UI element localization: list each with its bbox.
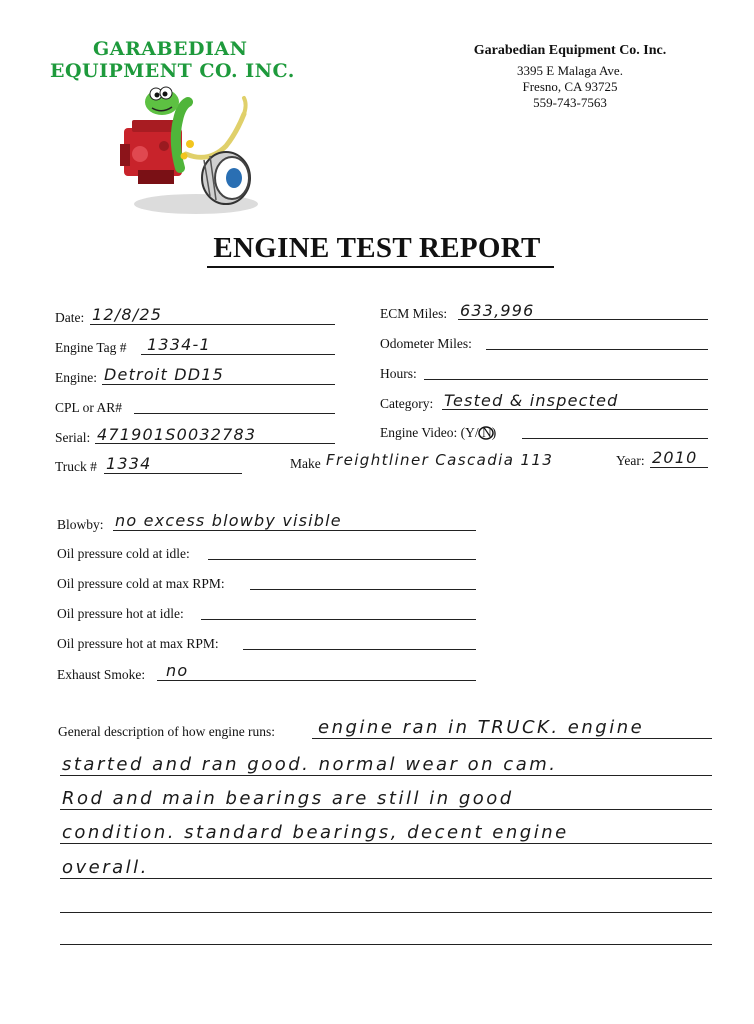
- blowby-line: [113, 530, 476, 531]
- cpl-line: [134, 413, 335, 414]
- exhaust-smoke-line: [157, 680, 476, 681]
- date-label: Date:: [55, 310, 85, 325]
- general-line-5: [60, 878, 712, 879]
- truck-label: Truck #: [55, 459, 97, 474]
- year-line: [650, 467, 708, 468]
- oil-hot-max-label: Oil pressure hot at max RPM:: [57, 636, 219, 651]
- engine-tag-value[interactable]: 1334-1: [147, 335, 211, 354]
- exhaust-smoke-label: Exhaust Smoke:: [57, 667, 146, 682]
- company-address-city: Fresno, CA 93725: [522, 79, 618, 94]
- oil-cold-idle-label: Oil pressure cold at idle:: [57, 546, 190, 561]
- hours-label: Hours:: [380, 366, 417, 381]
- engine-label: Engine:: [55, 370, 97, 385]
- general-text-line-1[interactable]: engine ran in TRUCK. engine: [318, 717, 645, 738]
- company-phone: 559-743-7563: [533, 95, 607, 110]
- oil-cold-idle-line: [208, 559, 476, 560]
- category-label: Category:: [380, 396, 434, 411]
- engine-tag-label: Engine Tag #: [55, 340, 127, 355]
- odometer-line: [486, 349, 708, 350]
- circle-mark-icon: [478, 425, 494, 441]
- general-line-3: [60, 809, 712, 810]
- blowby-label: Blowby:: [57, 517, 104, 532]
- year-value[interactable]: 2010: [652, 448, 698, 467]
- title-underline: [207, 266, 554, 268]
- oil-hot-idle-label: Oil pressure hot at idle:: [57, 606, 184, 621]
- general-text-line-4[interactable]: condition. standard bearings, decent engine: [62, 822, 569, 843]
- general-text-line-3[interactable]: Rod and main bearings are still in good: [62, 788, 514, 809]
- engine-video-label: Engine Video: (Y/ N): [380, 425, 497, 440]
- truck-line: [104, 473, 242, 474]
- oil-cold-max-line: [250, 589, 476, 590]
- logo-text-line2: EQUIPMENT CO. INC.: [50, 60, 295, 82]
- engine-line: [102, 384, 335, 385]
- ecm-miles-value[interactable]: 633,996: [460, 301, 535, 320]
- category-value[interactable]: Tested & inspected: [444, 391, 619, 410]
- exhaust-smoke-value[interactable]: no: [166, 661, 189, 680]
- oil-cold-max-label: Oil pressure cold at max RPM:: [57, 576, 225, 591]
- general-line-1: [312, 738, 712, 739]
- serial-value[interactable]: 471901S0032783: [97, 425, 257, 444]
- cpl-label: CPL or AR#: [55, 400, 123, 415]
- logo-text-line1: GARABEDIAN: [93, 38, 248, 60]
- make-value[interactable]: Freightliner Cascadia 113: [326, 451, 554, 469]
- engine-tag-line: [141, 354, 335, 355]
- general-description-label: General description of how engine runs:: [58, 724, 276, 739]
- company-address-street: 3395 E Malaga Ave.: [517, 63, 623, 78]
- report-title: ENGINE TEST REPORT: [213, 232, 541, 264]
- general-text-line-5[interactable]: overall.: [62, 857, 149, 878]
- hours-line: [424, 379, 708, 380]
- date-value[interactable]: 12/8/25: [92, 305, 163, 324]
- date-line: [90, 324, 335, 325]
- general-text-line-2[interactable]: started and ran good. normal wear on cam.: [62, 754, 558, 775]
- serial-label: Serial:: [55, 430, 91, 445]
- general-line-7: [60, 944, 712, 945]
- general-line-6: [60, 912, 712, 913]
- general-line-4: [60, 843, 712, 844]
- engine-video-line: [522, 438, 708, 439]
- make-label: Make: [290, 456, 321, 471]
- company-name: Garabedian Equipment Co. Inc.: [473, 43, 667, 58]
- general-line-2: [60, 775, 712, 776]
- odometer-label: Odometer Miles:: [380, 336, 472, 351]
- engine-value[interactable]: Detroit DD15: [104, 365, 225, 384]
- ecm-miles-label: ECM Miles:: [380, 306, 448, 321]
- blowby-value[interactable]: no excess blowby visible: [115, 511, 342, 530]
- mascot-engine-icon: [118, 84, 263, 216]
- truck-value[interactable]: 1334: [106, 454, 152, 473]
- year-label: Year:: [616, 453, 645, 468]
- oil-hot-max-line: [243, 649, 476, 650]
- oil-hot-idle-line: [201, 619, 476, 620]
